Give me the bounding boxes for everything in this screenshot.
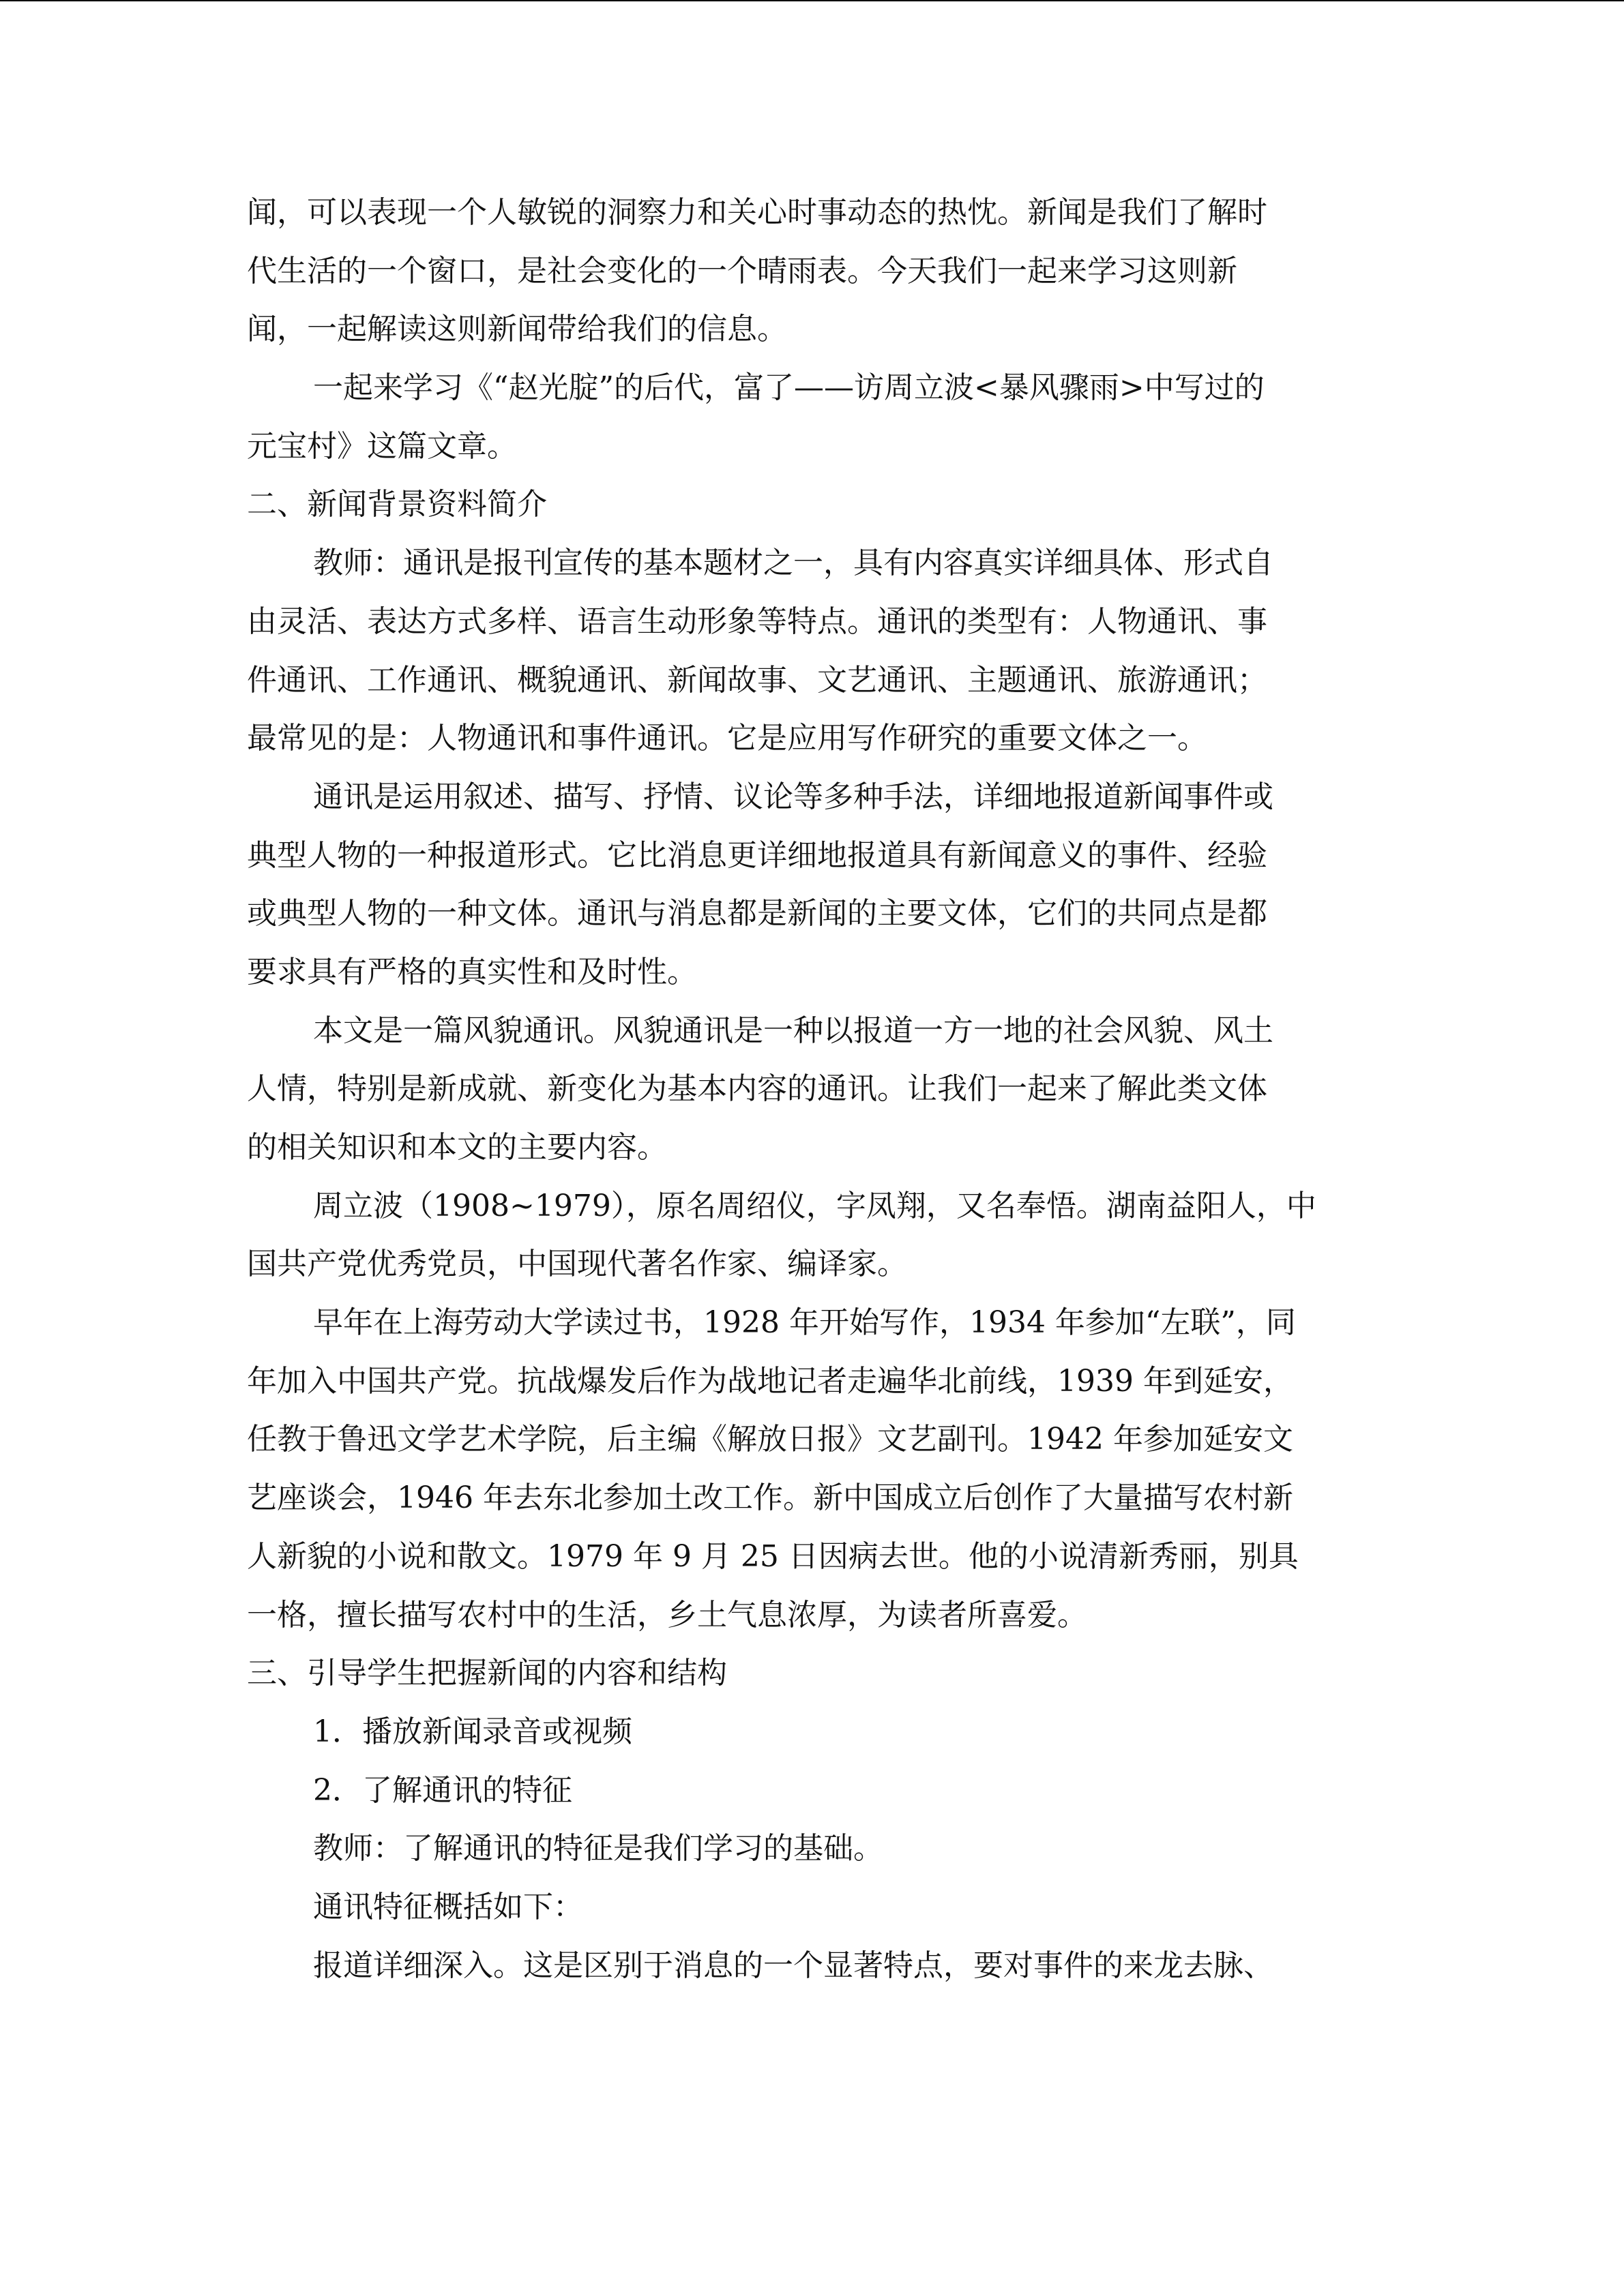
text-line-3: 闻，一起解读这则新闻带给我们的信息。 bbox=[247, 312, 787, 347]
text-line-20: 早年在上海劳动大学读过书，1928 年开始写作，1934 年参加“左联”，同 bbox=[313, 1305, 1296, 1341]
text-line-18: 周立波（1908~1979），原名周绍仪，字凤翔，又名奉悟。湖南益阳人，中 bbox=[313, 1188, 1316, 1223]
text-line-4: 一起来学习《“赵光腚”的后代，富了——访周立波<暴风骤雨>中写过的 bbox=[313, 370, 1265, 406]
text-line-24: 人新貌的小说和散文。1979 年 9 月 25 日因病去世。他的小说清新秀丽，别具 bbox=[247, 1538, 1299, 1574]
text-line-9: 件通讯、工作通讯、概貌通讯、新闻故事、文艺通讯、主题通讯、旅游通讯； bbox=[247, 662, 1267, 698]
text-line-29: 教师：了解通讯的特征是我们学习的基础。 bbox=[313, 1831, 883, 1866]
text-line-19: 国共产党优秀党员，中国现代著名作家、编译家。 bbox=[247, 1247, 907, 1282]
text-line-7: 教师：通讯是报刊宣传的基本题材之一，具有内容真实详细具体、形式自 bbox=[313, 546, 1273, 581]
body-text bbox=[247, 183, 1379, 1995]
page-top-border bbox=[0, 0, 1624, 1]
text-line-1: 闻，可以表现一个人敏锐的洞察力和关心时事动态的热忱。新闻是我们了解时 bbox=[247, 195, 1267, 230]
text-line-16: 人情，特别是新成就、新变化为基本内容的通讯。让我们一起来了解此类文体 bbox=[247, 1071, 1267, 1107]
text-line-2: 代生活的一个窗口，是社会变化的一个晴雨表。今天我们一起来学习这则新 bbox=[247, 253, 1237, 288]
text-line-15: 本文是一篇风貌通讯。风貌通讯是一种以报道一方一地的社会风貌、风土 bbox=[313, 1013, 1273, 1048]
text-line-23: 艺座谈会，1946 年去东北参加土改工作。新中国成立后创作了大量描写农村新 bbox=[247, 1480, 1293, 1516]
text-line-21: 年加入中国共产党。抗战爆发后作为战地记者走遍华北前线，1939 年到延安， bbox=[247, 1363, 1293, 1399]
text-line-28: 2．了解通讯的特征 bbox=[313, 1772, 572, 1808]
text-line-26: 三、引导学生把握新闻的内容和结构 bbox=[247, 1656, 727, 1691]
text-line-31: 报道详细深入。这是区别于消息的一个显著特点，要对事件的来龙去脉、 bbox=[313, 1948, 1273, 1983]
text-line-14: 要求具有严格的真实性和及时性。 bbox=[247, 954, 697, 989]
text-line-17: 的相关知识和本文的主要内容。 bbox=[247, 1130, 667, 1165]
text-line-6: 二、新闻背景资料简介 bbox=[247, 487, 547, 522]
text-line-5: 元宝村》这篇文章。 bbox=[247, 428, 517, 464]
text-line-27: 1．播放新闻录音或视频 bbox=[313, 1714, 632, 1749]
text-line-11: 通讯是运用叙述、描写、抒情、议论等多种手法，详细地报道新闻事件或 bbox=[313, 779, 1273, 814]
text-line-10: 最常见的是：人物通讯和事件通讯。它是应用写作研究的重要文体之一。 bbox=[247, 721, 1207, 756]
text-line-22: 任教于鲁迅文学艺术学院，后主编《解放日报》文艺副刊。1942 年参加延安文 bbox=[247, 1422, 1293, 1457]
text-line-30: 通讯特征概括如下： bbox=[313, 1889, 583, 1924]
text-line-8: 由灵活、表达方式多样、语言生动形象等特点。通讯的类型有：人物通讯、事 bbox=[247, 603, 1267, 639]
text-line-25: 一格，擅长描写农村中的生活，乡土气息浓厚，为读者所喜爱。 bbox=[247, 1597, 1087, 1632]
text-line-13: 或典型人物的一种文体。通讯与消息都是新闻的主要文体，它们的共同点是都 bbox=[247, 896, 1267, 931]
text-line-12: 典型人物的一种报道形式。它比消息更详细地报道具有新闻意义的事件、经验 bbox=[247, 837, 1267, 873]
